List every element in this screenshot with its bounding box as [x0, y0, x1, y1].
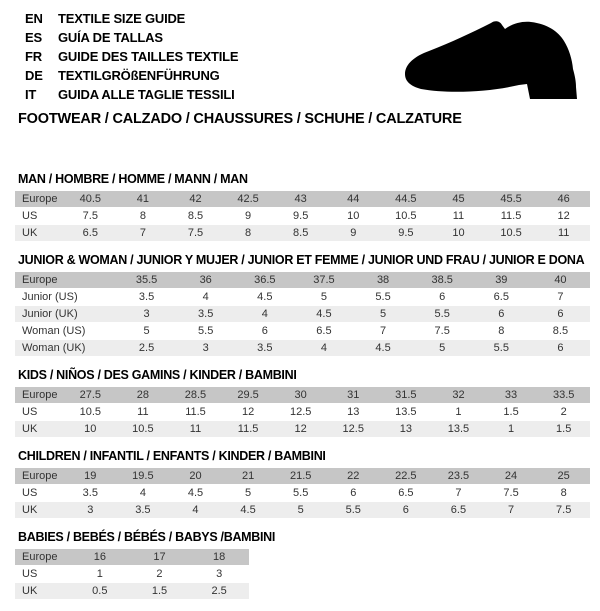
size-value-cell: 27.5 [64, 387, 117, 404]
language-row-en [25, 9, 238, 28]
size-value-cell: 7 [354, 323, 413, 340]
section-title: MAN / HOMBRE / HOMME / MANN / MAN [18, 172, 248, 186]
language-code: DE [25, 68, 43, 83]
size-value-cell: 7.5 [413, 323, 472, 340]
size-value-cell: 8 [117, 208, 170, 225]
size-value-cell: 13.5 [380, 404, 433, 421]
section-title: CHILDREN / INFANTIL / ENFANTS / KINDER / BAMBINI [18, 449, 326, 463]
size-value-cell: 6.5 [432, 502, 485, 519]
size-value-cell: 11 [169, 421, 222, 438]
size-value-cell: 8 [472, 323, 531, 340]
size-value-cell: 4.5 [235, 289, 294, 306]
size-value-cell: 7.5 [169, 225, 222, 242]
size-value-cell: 8 [537, 485, 590, 502]
size-value-cell: 6 [472, 306, 531, 323]
size-value-cell: 4 [117, 485, 170, 502]
size-value-cell: 4.5 [222, 502, 275, 519]
size-value-cell: 28.5 [169, 387, 222, 404]
size-table-header-row [15, 191, 590, 208]
size-table-row [15, 289, 590, 306]
size-table-row [15, 306, 590, 323]
size-value-cell: 3.5 [117, 289, 176, 306]
language-label: GUIDA ALLE TAGLIE TESSILI [58, 87, 235, 102]
row-label: UK [15, 502, 64, 519]
size-value-cell: 7.5 [485, 485, 538, 502]
size-value-cell: 5 [117, 323, 176, 340]
size-table-row [15, 485, 590, 502]
size-table-header-row [15, 549, 249, 566]
size-value-cell: 42.5 [222, 191, 275, 208]
size-value-cell: 36 [176, 272, 235, 289]
size-value-cell: 22 [327, 468, 380, 485]
size-value-cell: 9.5 [380, 225, 433, 242]
size-value-cell: 22.5 [380, 468, 433, 485]
size-value-cell: 0.5 [70, 583, 130, 600]
size-value-cell: 3 [117, 306, 176, 323]
size-value-cell: 10.5 [64, 404, 117, 421]
size-sections [15, 172, 590, 611]
size-value-cell: 4.5 [169, 485, 222, 502]
size-value-cell: 3.5 [64, 485, 117, 502]
language-code: ES [25, 30, 42, 45]
language-label: TEXTILGRÖßENFÜHRUNG [58, 68, 220, 83]
size-value-cell: 19 [64, 468, 117, 485]
size-value-cell: 39 [472, 272, 531, 289]
size-value-cell: 30 [274, 387, 327, 404]
row-label: UK [15, 421, 64, 438]
size-value-cell: 25 [537, 468, 590, 485]
size-value-cell: 7 [531, 289, 590, 306]
size-value-cell: 5.5 [176, 323, 235, 340]
size-value-cell: 31 [327, 387, 380, 404]
size-value-cell: 8 [222, 225, 275, 242]
size-value-cell: 10.5 [380, 208, 433, 225]
size-value-cell: 8.5 [274, 225, 327, 242]
size-value-cell: 7.5 [537, 502, 590, 519]
size-value-cell: 9 [327, 225, 380, 242]
size-value-cell: 3.5 [176, 306, 235, 323]
size-table-row [15, 208, 590, 225]
language-row-fr [25, 47, 238, 66]
size-value-cell: 7 [432, 485, 485, 502]
size-value-cell: 2.5 [189, 583, 249, 600]
size-table-children [15, 468, 590, 519]
language-row-de [25, 66, 238, 85]
size-value-cell: 16 [70, 549, 130, 566]
size-value-cell: 1 [485, 421, 538, 438]
language-label: GUIDE DES TAILLES TEXTILE [58, 49, 239, 64]
section-kids [15, 368, 590, 438]
size-value-cell: 1.5 [537, 421, 590, 438]
language-code: EN [25, 11, 43, 26]
row-label: UK [15, 225, 64, 242]
size-table-junior-woman [15, 272, 590, 357]
row-label: Europe [15, 191, 64, 208]
size-value-cell: 42 [169, 191, 222, 208]
size-table-header-row [15, 387, 590, 404]
size-value-cell: 12.5 [274, 404, 327, 421]
section-title: KIDS / NIÑOS / DES GAMINS / KINDER / BAMBINI [18, 368, 297, 382]
section-man [15, 172, 590, 242]
size-value-cell: 7 [117, 225, 170, 242]
size-table-babies [15, 549, 249, 600]
size-value-cell: 5 [294, 289, 353, 306]
size-value-cell: 38.5 [413, 272, 472, 289]
size-value-cell: 6 [380, 502, 433, 519]
size-value-cell: 10.5 [117, 421, 170, 438]
size-value-cell: 2 [130, 566, 190, 583]
size-value-cell: 40.5 [64, 191, 117, 208]
section-babies [15, 530, 590, 600]
size-value-cell: 11.5 [169, 404, 222, 421]
size-value-cell: 11.5 [222, 421, 275, 438]
size-value-cell: 11 [432, 208, 485, 225]
size-value-cell: 10 [432, 225, 485, 242]
size-value-cell: 6 [531, 306, 590, 323]
size-value-cell: 45.5 [485, 191, 538, 208]
size-value-cell: 1.5 [130, 583, 190, 600]
size-table-row [15, 566, 249, 583]
section-junior-woman [15, 253, 590, 357]
size-table-row [15, 404, 590, 421]
size-value-cell: 44.5 [380, 191, 433, 208]
size-value-cell: 11 [537, 225, 590, 242]
row-label: US [15, 208, 64, 225]
size-value-cell: 3 [64, 502, 117, 519]
size-value-cell: 4 [294, 340, 353, 357]
size-table-header-row [15, 272, 590, 289]
row-label: Woman (US) [15, 323, 117, 340]
size-value-cell: 5 [222, 485, 275, 502]
size-value-cell: 1.5 [485, 404, 538, 421]
row-label: Europe [15, 387, 64, 404]
size-value-cell: 19.5 [117, 468, 170, 485]
language-row-es [25, 28, 238, 47]
size-value-cell: 6 [413, 289, 472, 306]
size-value-cell: 5.5 [413, 306, 472, 323]
size-value-cell: 6.5 [472, 289, 531, 306]
size-value-cell: 5 [413, 340, 472, 357]
size-value-cell: 4 [169, 502, 222, 519]
size-value-cell: 37.5 [294, 272, 353, 289]
size-value-cell: 4 [235, 306, 294, 323]
size-value-cell: 9 [222, 208, 275, 225]
size-value-cell: 44 [327, 191, 380, 208]
row-label: Woman (UK) [15, 340, 117, 357]
size-value-cell: 46 [537, 191, 590, 208]
size-value-cell: 1 [432, 404, 485, 421]
size-value-cell: 7.5 [64, 208, 117, 225]
size-value-cell: 12 [222, 404, 275, 421]
size-value-cell: 21 [222, 468, 275, 485]
size-value-cell: 10 [327, 208, 380, 225]
size-value-cell: 33 [485, 387, 538, 404]
category-title: FOOTWEAR / CALZADO / CHAUSSURES / SCHUHE / CALZATURE [18, 111, 462, 127]
row-label: Junior (US) [15, 289, 117, 306]
size-value-cell: 6.5 [294, 323, 353, 340]
language-label: TEXTILE SIZE GUIDE [58, 11, 186, 26]
size-value-cell: 9.5 [274, 208, 327, 225]
size-value-cell: 20 [169, 468, 222, 485]
size-value-cell: 6 [327, 485, 380, 502]
size-value-cell: 21.5 [274, 468, 327, 485]
size-value-cell: 10 [64, 421, 117, 438]
row-label: US [15, 566, 70, 583]
language-label: GUÍA DE TALLAS [58, 30, 163, 45]
size-value-cell: 11 [117, 404, 170, 421]
row-label: Junior (UK) [15, 306, 117, 323]
size-table-row [15, 421, 590, 438]
size-value-cell: 8.5 [169, 208, 222, 225]
size-table-row [15, 583, 249, 600]
size-value-cell: 5.5 [472, 340, 531, 357]
size-value-cell: 4.5 [354, 340, 413, 357]
shoe-icon [397, 12, 587, 107]
size-value-cell: 5 [354, 306, 413, 323]
size-value-cell: 13 [380, 421, 433, 438]
size-value-cell: 29.5 [222, 387, 275, 404]
size-value-cell: 1 [70, 566, 130, 583]
section-children [15, 449, 590, 519]
size-value-cell: 41 [117, 191, 170, 208]
size-value-cell: 40 [531, 272, 590, 289]
row-label: Europe [15, 272, 117, 289]
size-value-cell: 2.5 [117, 340, 176, 357]
size-value-cell: 13.5 [432, 421, 485, 438]
size-value-cell: 13 [327, 404, 380, 421]
size-value-cell: 11.5 [485, 208, 538, 225]
size-value-cell: 18 [189, 549, 249, 566]
size-value-cell: 5.5 [327, 502, 380, 519]
size-value-cell: 5.5 [354, 289, 413, 306]
size-table-row [15, 340, 590, 357]
size-value-cell: 4.5 [294, 306, 353, 323]
size-table-row [15, 502, 590, 519]
size-table-man [15, 191, 590, 242]
section-title: BABIES / BEBÉS / BÉBÉS / BABYS /BAMBINI [18, 530, 276, 544]
size-value-cell: 24 [485, 468, 538, 485]
size-value-cell: 5.5 [274, 485, 327, 502]
size-value-cell: 31.5 [380, 387, 433, 404]
row-label: Europe [15, 549, 70, 566]
size-table-kids [15, 387, 590, 438]
size-value-cell: 17 [130, 549, 190, 566]
size-value-cell: 6.5 [380, 485, 433, 502]
size-value-cell: 6 [235, 323, 294, 340]
language-list [25, 9, 238, 104]
size-value-cell: 23.5 [432, 468, 485, 485]
size-value-cell: 38 [354, 272, 413, 289]
size-value-cell: 7 [485, 502, 538, 519]
language-code: FR [25, 49, 42, 64]
size-table-row [15, 225, 590, 242]
size-value-cell: 3.5 [117, 502, 170, 519]
size-value-cell: 6.5 [64, 225, 117, 242]
size-value-cell: 43 [274, 191, 327, 208]
size-value-cell: 45 [432, 191, 485, 208]
size-value-cell: 2 [537, 404, 590, 421]
language-row-it [25, 85, 238, 104]
size-value-cell: 32 [432, 387, 485, 404]
size-value-cell: 3.5 [235, 340, 294, 357]
size-value-cell: 4 [176, 289, 235, 306]
section-title: JUNIOR & WOMAN / JUNIOR Y MUJER / JUNIOR ET FEMME / JUNIOR UND FRAU / JUNIOR E DONA [18, 253, 585, 267]
size-value-cell: 28 [117, 387, 170, 404]
language-code: IT [25, 87, 37, 102]
size-value-cell: 12.5 [327, 421, 380, 438]
size-table-row [15, 323, 590, 340]
size-value-cell: 3 [176, 340, 235, 357]
row-label: Europe [15, 468, 64, 485]
size-value-cell: 3 [189, 566, 249, 583]
size-value-cell: 5 [274, 502, 327, 519]
size-value-cell: 6 [531, 340, 590, 357]
size-value-cell: 12 [274, 421, 327, 438]
size-value-cell: 36.5 [235, 272, 294, 289]
size-value-cell: 35.5 [117, 272, 176, 289]
row-label: US [15, 485, 64, 502]
row-label: UK [15, 583, 70, 600]
size-value-cell: 10.5 [485, 225, 538, 242]
row-label: US [15, 404, 64, 421]
size-value-cell: 33.5 [537, 387, 590, 404]
size-table-header-row [15, 468, 590, 485]
size-value-cell: 12 [537, 208, 590, 225]
size-value-cell: 8.5 [531, 323, 590, 340]
